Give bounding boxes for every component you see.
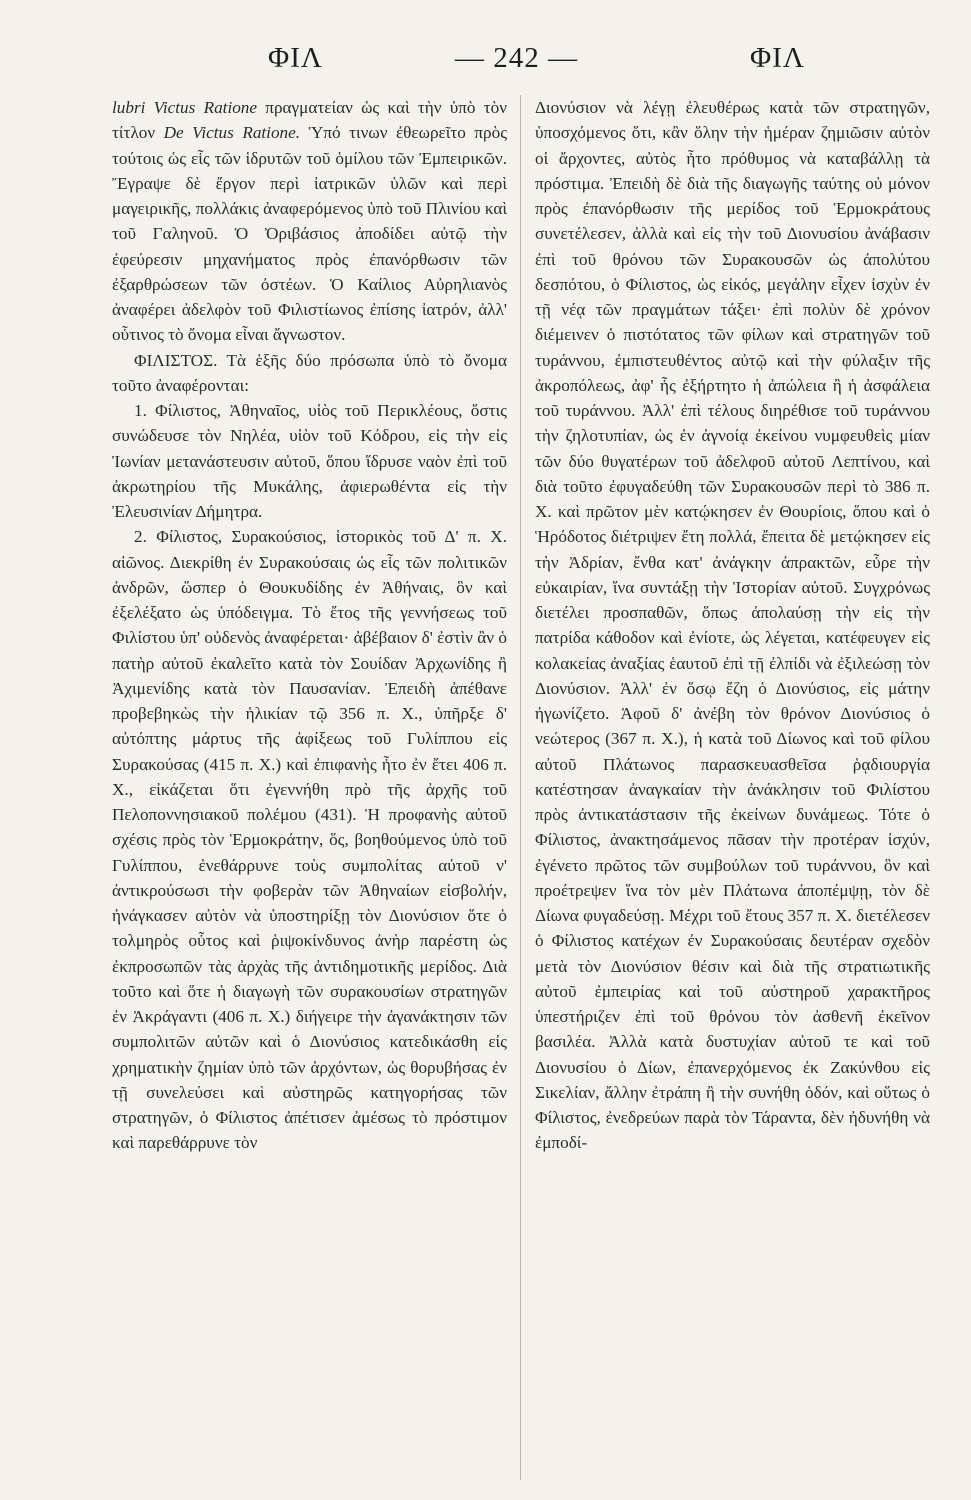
entry-heading-philistos: ΦΙΛΙΣΤΟΣ. Τὰ ἑξῆς δύο πρόσωπα ὑπὸ τὸ ὄνομα τοῦτο ἀναφέρονται: — [112, 350, 507, 395]
entry-philistos-2: 2. Φίλιστος, Συρακούσιος, ἱστορικὸς τοῦ Δ' π. Χ. αἰῶνος. Διεκρίθη ἐν Συρακούσαις ὡς εἷς τῶν πολιτικῶν ἀνδρῶν, ὥσπερ ὁ Θουκυδίδης ἐν Ἀθήναις, ὃν καὶ ἐξελέξατο ὡς ὑπόδειγμα. Τὸ ἔτος τῆς γεννήσεως τοῦ Φιλίστου ὑπ' οὐδενὸς ἀναφέρεται· ἀβέβαιον δ' ἐστὶν ἂν ὁ πατὴρ αὐτοῦ ἐκαλεῖτο κατὰ τὸν Σουίδαν Ἀρχωνίδης ἢ Ἀχιμενίδης κατὰ τὸν Παυσανίαν. Ἐπειδὴ ἀπέθανε προβεβηκὼς τὴν ἡλικίαν τῷ 356 π. Χ., ὑπῆρξε δ' αὐτόπτης μάρτυς τῆς ἀφίξεως τοῦ Γυλίππου εἰς Συρακούσας (415 π. Χ.) καὶ ἐπιφανὴς ἦτο ἐν ἔτει 406 π. Χ., εἰκάζεται ὅτι ἐγεννήθη πρὸ τῆς ἀρχῆς τοῦ Πελοποννησιακοῦ πολέμου (431). Ἡ προφανὴς αὐτοῦ σχέσις πρὸς τὸν Ἑρμοκράτην, ὅς, βοηθούμενος ὑπὸ τοῦ Γυλίππου, ἐνεθάρρυνε τοὺς συμπολίτας αὐτοῦ ν' ἀντικρούσωσι τὴν φοβερὰν τῶν Ἀθηναίων εἰσβολήν, ἠνάγκασεν αὐτὸν νὰ ὑποστηρίξῃ τὸν Διονύσιον ὅτε ὁ τολμηρὸς οὗτος καὶ ῥιψοκίνδυνος ἀνὴρ παρέστη ὡς ἐκπροσωπῶν τὰς ἀρχὰς τῆς ἀντιδημοτικῆς μερίδος. Διὰ τοῦτο καὶ ὅτε ἡ διαγωγὴ τῶν συρακουσίων στρατηγῶν ἐν Ἀκράγαντι (406 π. Χ.) διήγειρε τὴν ἀγανάκτησιν τῶν συμπολιτῶν αὐτῶν καὶ ὁ Διονύσιος κατεδικάσθη εἰς χρηματικὴν ζημίαν ὑπὸ τῶν ἀρχόντων, ὡς θορυβήσας ἐν τῇ συνελεύσει καὶ αὐστηρῶς κατηγορήσας τῶν στρατηγῶν, ὁ Φίλιστος ἀπέτισεν ἀμέσως τὸ πρόστιμον καὶ παρεθάρρυνε τὸν — [112, 527, 507, 1153]
latin-title: De Victus Ratione. — [163, 123, 301, 143]
entry-philistos-1: 1. Φίλιστος, Ἀθηναῖος, υἱὸς τοῦ Περικλέους, ὅστις συνώδευσε τὸν Νηλέα, υἱὸν τοῦ Κόδρου, εἰς τὴν εἰς Ἰωνίαν μετανάστευσιν αὐτοῦ, ὅπου ἵδρυσε ναὸν ἐπὶ τοῦ ἀκρωτηρίου τῆς Μυκάλης, ἀφιερωθέντα εἰς τὴν Ἐλευσινίαν Δήμητρα. — [112, 401, 507, 521]
paragraph-philistion-continued — [112, 95, 507, 348]
column-divider — [520, 95, 521, 1480]
paragraph-text: πραγματείαν ὡς καὶ τὴν ὑπὸ τὸν τίτλον — [112, 98, 507, 143]
page-number: — 242 — — [455, 42, 578, 74]
running-header — [100, 42, 860, 82]
header-right-abbrev: ΦΙΛ — [750, 42, 805, 74]
right-column — [535, 95, 930, 1480]
paragraph-text: Ὑπό τινων ἐθεωρεῖτο πρὸς τούτοις ὡς εἷς τῶν ἱδρυτῶν τοῦ ὁμίλου τῶν Ἐμπειρικῶν. Ἔγραψε δὲ ἔργον περὶ ἰατρικῶν ὑλῶν καὶ περὶ μαγειρικῆς, πολλάκις ἀναφερόμενος ὑπὸ τοῦ Πλινίου καὶ τοῦ Γαληνοῦ. Ὁ Ὀριβάσιος ἀποδίδει αὐτῷ τὴν ἐφεύρεσιν μηχανήματος πρὸς ἐπανόρθωσιν τῶν ἐξαρθρώσεων τῶν ὀστέων. Ὁ Καίλιος Αὐρηλιανὸς ἀναφέρει ἀδελφὸν τοῦ Φιλιστίωνος ἐπίσης ἰατρόν, ἀλλ' οὗτινος τὸ ὄνομα εἶναι ἄγνωστον. — [112, 123, 507, 345]
latin-title: lubri Victus Ratione — [112, 98, 258, 117]
header-left-abbrev: ΦΙΛ — [268, 42, 323, 74]
left-column — [112, 95, 507, 1480]
entry-philistos-2-continued: Διονύσιον νὰ λέγῃ ἐλευθέρως κατὰ τῶν στρατηγῶν, ὑποσχόμενος ὅτι, κἂν ὅλην τὴν ἡμέραν ζημιῶσιν αὐτὸν οἱ ἄρχοντες, αὐτὸς ἦτο πρόθυμος νὰ καταβάλλῃ τὰ πρόστιμα. Ἐπειδὴ δὲ διὰ τῆς διαγωγῆς ταύτης οὐ μόνον πρὸς ἐπανόρθωσιν τῆς μερίδος τοῦ Ἑρμοκράτους συνετέλεσεν, ἀλλὰ καὶ εἰς τὴν τοῦ Διονυσίου ἀνάβασιν ἐπὶ τοῦ θρόνου τῶν Συρακουσῶν ὡς ἀπολύτου δεσπότου, ὁ Φίλιστος, ὡς εἰκός, μεγάλην εἶχεν ἰσχὺν ἐν τῇ νέᾳ τῶν πραγμάτων τάξει· ἐπὶ πολὺν δὲ χρόνον διέμεινεν ὁ πιστότατος τῶν φίλων καὶ στρατηγῶν τοῦ τυράννου, ἐμπιστευθέντος αὐτῷ καὶ τὴν φύλαξιν τῆς ἀκροπόλεως, ἀφ' ἧς ἐξήρτητο ἡ ἀπώλεια ἢ ἡ ἀσφάλεια τοῦ τυράννου. Ἀλλ' ἐπὶ τέλους διηρέθισε τοῦ τυράννου τὴν ζηλοτυπίαν, ὡς ἐν ἀγνοίᾳ ἐκείνου νυμφευθεὶς μίαν τῶν δύο θυγατέρων τοῦ ἀδελφοῦ αὐτοῦ Λεπτίνου, καὶ διὰ τοῦτο ἐφυγαδεύθη τῶν Συρακουσῶν περὶ τὸ 386 π. Χ. καὶ πρῶτον μὲν κατῴκησεν ἐν Θουρίοις, ὅπου καὶ ὁ Ἡρόδοτος διέτριψεν ἔτη πολλά, ἔπειτα δὲ μετῴκησεν εἰς τὴν Ἀδρίαν, ἔνθα κατ' ἀνάγκην ἀπρακτῶν, εὗρε τὴν εὐκαιρίαν, ἵνα συντάξῃ τὴν Ἱστορίαν αὐτοῦ. Συγχρόνως διετέλει προσπαθῶν, ὅπως ἀπολαύσῃ τὴν εἰς τὴν πατρίδα κάθοδον καὶ ἐνίοτε, ὡς λέγεται, κατέφευγεν εἰς κολακείας ἀναξίας ἑαυτοῦ ἐπὶ τῇ ἐλπίδι νὰ ἐξιλεώσῃ τὸν Διονύσιον. Ἀλλ' ἐν ὅσῳ ἔζη ὁ Διονύσιος, εἰς μάτην ἠγωνίζετο. Ἀφοῦ δ' ἀνέβη τὸν θρόνον Διονύσιος ὁ νεώτερος (367 π. Χ.), ἡ κατὰ τοῦ Δίωνος καὶ τοῦ φίλου αὐτοῦ Πλάτωνος παρασκευασθεῖσα ῥᾳδιουργία κατέστησαν ἀναγκαίαν τὴν ἀνάκλησιν τοῦ Φιλίστου πρὸς ἀντικατάστασιν τῆς ἐκείνων δυνάμεως. Τότε ὁ Φίλιστος, ἀνακτησάμενος πᾶσαν τὴν προτέραν ἰσχύν, ἐγένετο πρῶτος τῶν συμβούλων τοῦ τυράννου, ὃν καὶ προέτρεψεν ἵνα τὸν μὲν Πλάτωνα ἀποπέμψῃ, τὸν δὲ Δίωνα φυγαδεύσῃ. Μέχρι τοῦ ἔτους 357 π. Χ. διετέλεσεν ὁ Φίλιστος κατέχων ἐν Συρακούσαις δευτέραν σχεδὸν μετὰ τὸν Διονύσιον θέσιν καὶ διὰ τῆς στρατιωτικῆς αὐτοῦ ἐμπειρίας καὶ τοῦ αὐστηροῦ χαρακτῆρος ὑπεστήριζεν ἐπὶ τοῦ θρόνου τὸν ἀσθενῆ ἐκεῖνον βασιλέα. Ἀλλὰ κατὰ δυστυχίαν αὐτοῦ τε καὶ τοῦ Διονυσίου ὁ Δίων, ἐπανερχόμενος ἐκ Ζακύνθου εἰς Σικελίαν, ἄλλην ἐτράπη ἢ τὴν συνήθη ὁδόν, καὶ οὕτως ὁ Φίλιστος, ἐνεδρεύων παρὰ τὸν Τάραντα, δὲν ἠδυνήθη νὰ ἐμποδί- — [535, 98, 930, 1153]
